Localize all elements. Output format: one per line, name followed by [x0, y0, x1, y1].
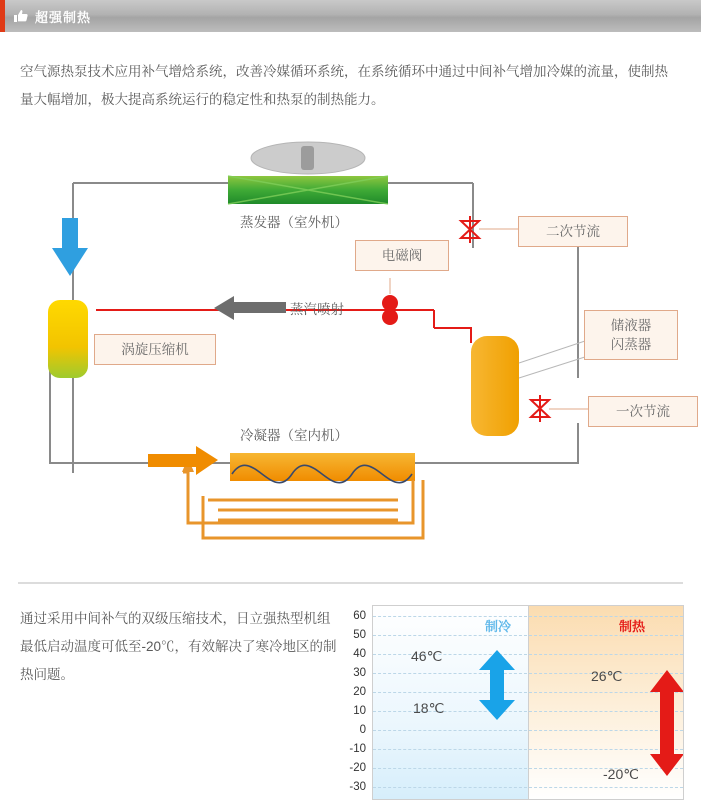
evaporator-label: 蒸发器（室外机）: [240, 215, 348, 230]
heating-legend-label: 制热: [619, 619, 646, 634]
vapor-injection-arrow-icon: [214, 296, 286, 320]
cooling-bottom-value: 18℃: [413, 700, 445, 716]
y-tick-0: 0: [359, 724, 366, 736]
secondary-throttle-valve-symbol: [461, 216, 518, 243]
cooling-range-arrow-icon: [477, 650, 517, 720]
cooling-top-value: 46℃: [411, 648, 443, 664]
chart-mid-divider: [528, 606, 529, 799]
heating-bottom-value: -20℃: [603, 766, 639, 782]
y-tick-neg10: -10: [349, 743, 366, 755]
temperature-range-chart: [340, 605, 685, 800]
blue-down-arrow-icon: [52, 218, 88, 276]
chart-plot-area: [372, 605, 684, 800]
heat-pump-diagram: [18, 128, 683, 568]
y-tick-60: 60: [353, 610, 366, 622]
section-divider: [18, 582, 683, 584]
header-accent-bar: [0, 0, 5, 32]
chart-y-axis: [340, 605, 366, 800]
intro-paragraph: 空气源热泵技术应用补气增焓系统，改善冷媒循环系统，在系统循环中通过中间补气增加冷媒的流量，使制热量大幅增加，极大提高系统运行的稳定性和热泵的制热能力。: [20, 64, 668, 107]
receiver-label: 储液器: [610, 318, 652, 333]
primary-throttle-valve-symbol: [531, 395, 588, 422]
scroll-compressor-box: 涡旋压缩机: [94, 334, 216, 365]
vapor-injection-label: 蒸汽喷射: [290, 302, 344, 317]
primary-throttle-box: 一次节流: [588, 396, 698, 427]
y-tick-40: 40: [353, 648, 366, 660]
cooling-legend-label: 制冷: [485, 619, 512, 634]
y-tick-30: 30: [353, 667, 366, 679]
heating-top-value: 26℃: [591, 668, 623, 684]
receiver-flash-box: [584, 310, 678, 360]
condenser-label: 冷凝器（室内机）: [240, 428, 348, 443]
bottom-paragraph: 通过采用中间补气的双级压缩技术，日立强热型机组最低启动温度可低至-20℃，有效解决了寒冷地区的制热问题。: [20, 611, 337, 682]
secondary-throttle-box: 二次节流: [518, 216, 628, 247]
section-header: [0, 0, 701, 32]
y-tick-10: 10: [353, 705, 366, 717]
solenoid-valve-box: 电磁阀: [355, 240, 449, 271]
flash-label: 闪蒸器: [610, 337, 652, 352]
heating-range-arrow-icon: [648, 670, 684, 776]
y-tick-neg20: -20: [349, 762, 366, 774]
y-tick-50: 50: [353, 629, 366, 641]
y-tick-neg30: -30: [349, 781, 366, 793]
thumbs-up-icon: [13, 8, 29, 24]
y-tick-20: 20: [353, 686, 366, 698]
page-title: 超强制热: [35, 9, 92, 25]
